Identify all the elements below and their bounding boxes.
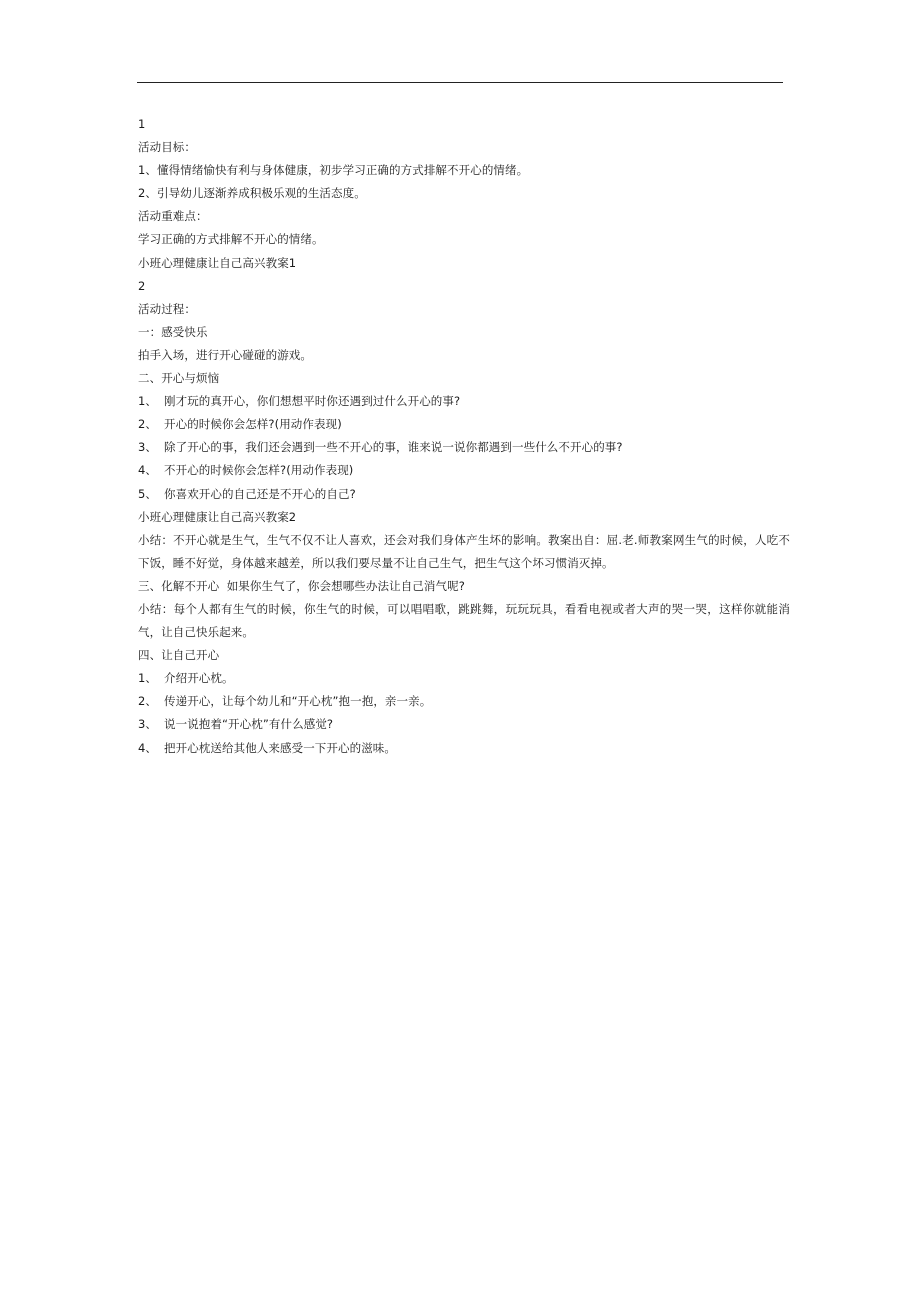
section-number: 2 <box>138 278 146 293</box>
list-item <box>138 737 790 760</box>
lesson-title: 小班心理健康让自己高兴教案1 <box>138 255 297 270</box>
list-item <box>138 436 790 459</box>
list-item-text: 传递开心，让每个幼儿和“开心枕”抱一抱，亲一亲。 <box>164 694 432 709</box>
list-item-number: 4、 <box>138 740 158 755</box>
list-item-number: 2、 <box>138 417 158 432</box>
list-item <box>138 667 790 690</box>
list-item-text: 不开心的时候你会怎样?(用动作表现) <box>164 463 354 478</box>
header-rule <box>137 82 783 83</box>
list-item-number: 2、 <box>138 694 158 709</box>
step-heading: 四、让自己开心 <box>138 648 220 663</box>
goal-item: 1、懂得情绪愉快有利与身体健康，初步学习正确的方式排解不开心的情绪。 <box>138 163 529 178</box>
list-item-number: 5、 <box>138 486 158 501</box>
step-text: 拍手入场，进行开心碰碰的游戏。 <box>138 347 312 362</box>
list-item-number: 3、 <box>138 717 158 732</box>
list-item <box>138 390 790 413</box>
key-point-text: 学习正确的方式排解不开心的情绪。 <box>138 232 324 247</box>
list-item <box>138 413 790 436</box>
heading-activity-process: 活动过程： <box>138 301 196 316</box>
list-item <box>138 483 790 506</box>
list-item <box>138 690 790 713</box>
list-item-text: 开心的时候你会怎样?(用动作表现) <box>164 417 342 432</box>
step-heading: 三、化解不开心 如果你生气了，你会想哪些办法让自己消气呢? <box>138 578 465 593</box>
list-item <box>138 713 790 736</box>
list-item-text: 说一说抱着“开心枕”有什么感觉? <box>164 717 334 732</box>
list-item-text: 除了开心的事，我们还会遇到一些不开心的事，谁来说一说你都遇到一些什么不开心的事? <box>164 440 623 455</box>
step-heading: 一：感受快乐 <box>138 324 208 339</box>
list-item-text: 介绍开心枕。 <box>164 671 234 686</box>
list-item-text: 把开心枕送给其他人来感受一下开心的滋味。 <box>164 740 396 755</box>
summary-paragraph: 小结：每个人都有生气的时候，你生气的时候，可以唱唱歌，跳跳舞，玩玩玩具，看看电视或者大声的哭一哭，这样你就能消气，让自己快乐起来。 <box>138 601 790 640</box>
list-item-text: 你喜欢开心的自己还是不开心的自己? <box>164 486 356 501</box>
list-item-number: 3、 <box>138 440 158 455</box>
document-body <box>138 113 790 760</box>
goal-item: 2、引导幼儿逐渐养成积极乐观的生活态度。 <box>138 186 366 201</box>
lesson-title: 小班心理健康让自己高兴教案2 <box>138 509 297 524</box>
summary-paragraph: 小结：不开心就是生气，生气不仅不让人喜欢，还会对我们身体产生坏的影响。教案出自：屈.老.师教案网生气的时候，人吃不下饭，睡不好觉，身体越来越差，所以我们要尽量不让自己生气，把生气这个坏习惯消灭掉。 <box>138 532 790 570</box>
step-heading: 二、开心与烦恼 <box>138 371 220 386</box>
section-number: 1 <box>138 117 146 131</box>
list-item-number: 1、 <box>138 671 158 686</box>
list-item-number: 4、 <box>138 463 158 478</box>
heading-key-points: 活动重难点： <box>138 209 208 224</box>
list-item <box>138 459 790 482</box>
heading-activity-goals: 活动目标： <box>138 140 196 155</box>
list-item-text: 刚才玩的真开心，你们想想平时你还遇到过什么开心的事? <box>164 394 461 409</box>
list-item-number: 1、 <box>138 394 158 409</box>
